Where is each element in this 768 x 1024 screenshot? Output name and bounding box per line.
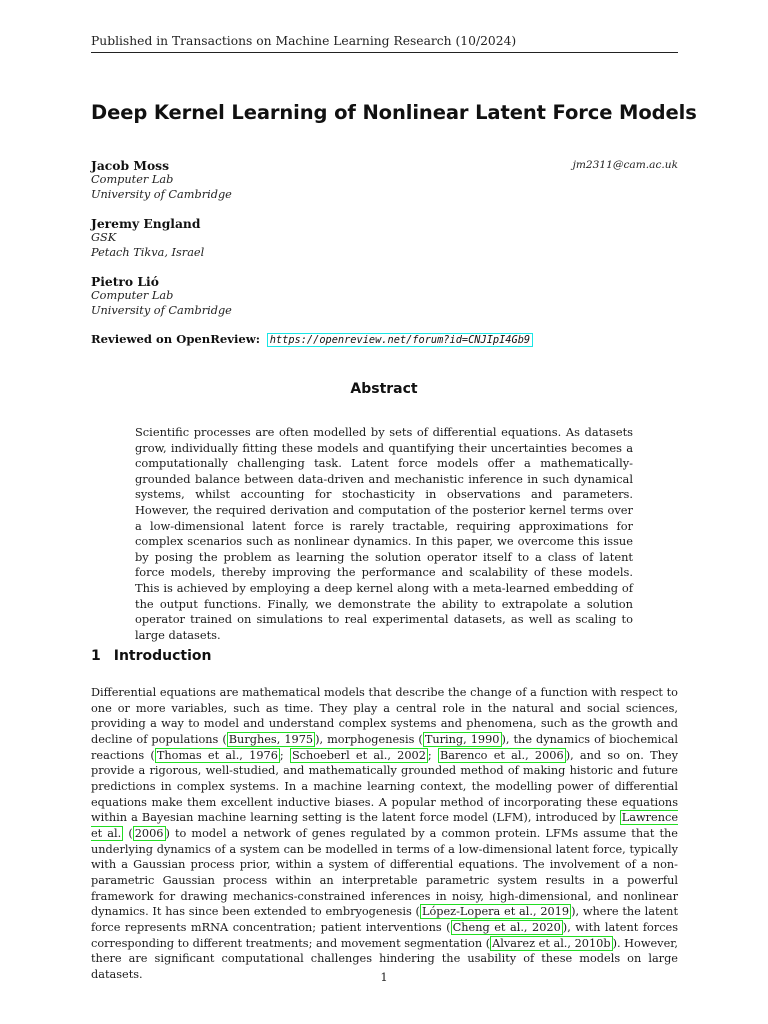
text-run: ) to model a network of genes regulated by a common protein. LFMs assume that the underlying dynamics of a system can be modelled in terms of a low-dimensional latent force, typically with a Gaussian process prior, within a system of differential equations. The involvement of a non-parametric Gaussian process within an interpretable parametric system results in a powerful framework for drawing mechanics-constrained inferences in noisy, high-dimensional, and nonlinear dynamics. It has since been extended to embryogenesis ( [91,826,678,919]
author-affiliation: Computer Lab [91,289,174,302]
author-block-3 [91,274,678,318]
citation-link[interactable]: Schoeberl et al., 2002 [291,748,426,762]
author-affiliation: University of Cambridge [91,187,232,201]
review-line [91,332,533,346]
intro-paragraph [91,685,678,982]
header-rule [91,52,678,53]
author-block-2 [91,216,678,260]
section-number: 1 [91,648,101,664]
text-run: ; [427,748,438,762]
author-affiliation: University of Cambridge [91,303,232,317]
openreview-link[interactable]: https://openreview.net/forum?id=CNJIpI4Gb9 [267,333,533,347]
abstract-heading: Abstract [350,381,418,397]
text-run: ). However, there are significant computational challenges hindering the usability of these models on large datasets. [91,936,678,981]
text-run: ; [279,748,290,762]
citation-link[interactable]: Turing, 1990 [424,732,500,746]
text-run: ), morphogenesis ( [315,732,423,746]
text-run: Differential equations are mathematical models that describe the change of a function with respect to one or more variables, such as time. They play a central role in the natural and social sciences, providing a way to model and understand complex systems and phenomena, such as the growth and decline of populations ( [91,686,678,746]
text-run: ), and so on. They provide a rigorous, well-studied, and mathematically grounded method of making historic and future predictions in complex systems. In a machine learning context, the modelling power of differential equations make them excellent inductive biases. A popular method of incorporating these equations within a Bayesian machine learning setting is the latent force model (LFM), introduced by [91,748,678,825]
section-heading [91,648,212,664]
section-title: Introduction [113,648,212,664]
author-email[interactable]: jm2311@cam.ac.uk [572,159,678,171]
review-label: Reviewed on OpenReview: [91,332,261,346]
text-run: ( [123,826,133,840]
page-number: 1 [380,970,388,984]
citation-link[interactable]: Thomas et al., 1976 [156,748,278,762]
author-affiliation: Petach Tikva, Israel [91,245,205,259]
citation-link[interactable]: Barenco et al., 2006 [439,748,564,762]
author-name: Pietro Lió [91,274,159,289]
paper-title: Deep Kernel Learning of Nonlinear Latent Force Models [91,101,697,124]
author-name: Jeremy England [91,216,201,231]
author-affiliation: Computer Lab [91,173,174,186]
citation-link[interactable]: Cheng et al., 2020 [452,920,561,934]
text-run: ), with latent forces corresponding to different treatments; and movement segmentation ( [91,920,679,950]
citation-link[interactable]: López-Lopera et al., 2019 [421,905,570,919]
text-run: ), the dynamics of biochemical reactions ( [91,732,679,762]
text-run: ), where the latent force represents mRNA concentration; patient interventions ( [91,905,678,934]
author-block-1 [91,158,678,202]
running-header: Published in Transactions on Machine Learning Research (10/2024) [91,34,517,48]
citation-link[interactable]: Burghes, 1975 [228,732,314,746]
citation-link[interactable]: 2006 [134,826,164,840]
citation-link[interactable]: Lawrence et al. [91,811,678,840]
author-affiliation: GSK [91,231,117,244]
author-name: Jacob Moss [91,158,170,173]
abstract-text: Scientific processes are often modelled by sets of differential equations. As datasets grow, individually fitting these models and quantifying their uncertainties becomes a computationally challenging task. Latent force models offer a mathematically-grounded balance between data-driven and mechanistic inference in such dynamical systems, whilst accounting for stochasticity in observations and parameters. However, the required derivation and computation of the posterior kernel terms over a low-dimensional latent force is rarely tractable, requiring approximations for complex scenarios such as nonlinear dynamics. In this paper, we overcome this issue by posing the problem as learning the solution operator itself to a class of latent force models, thereby improving the performance and scalability of these models. This is achieved by employing a deep kernel along with a meta-learned embedding of the output functions. Finally, we demonstrate the ability to extrapolate a solution operator trained on simulations to real experimental datasets, as well as scaling to large datasets. [135,425,633,642]
citation-link[interactable]: Alvarez et al., 2010b [492,936,611,950]
